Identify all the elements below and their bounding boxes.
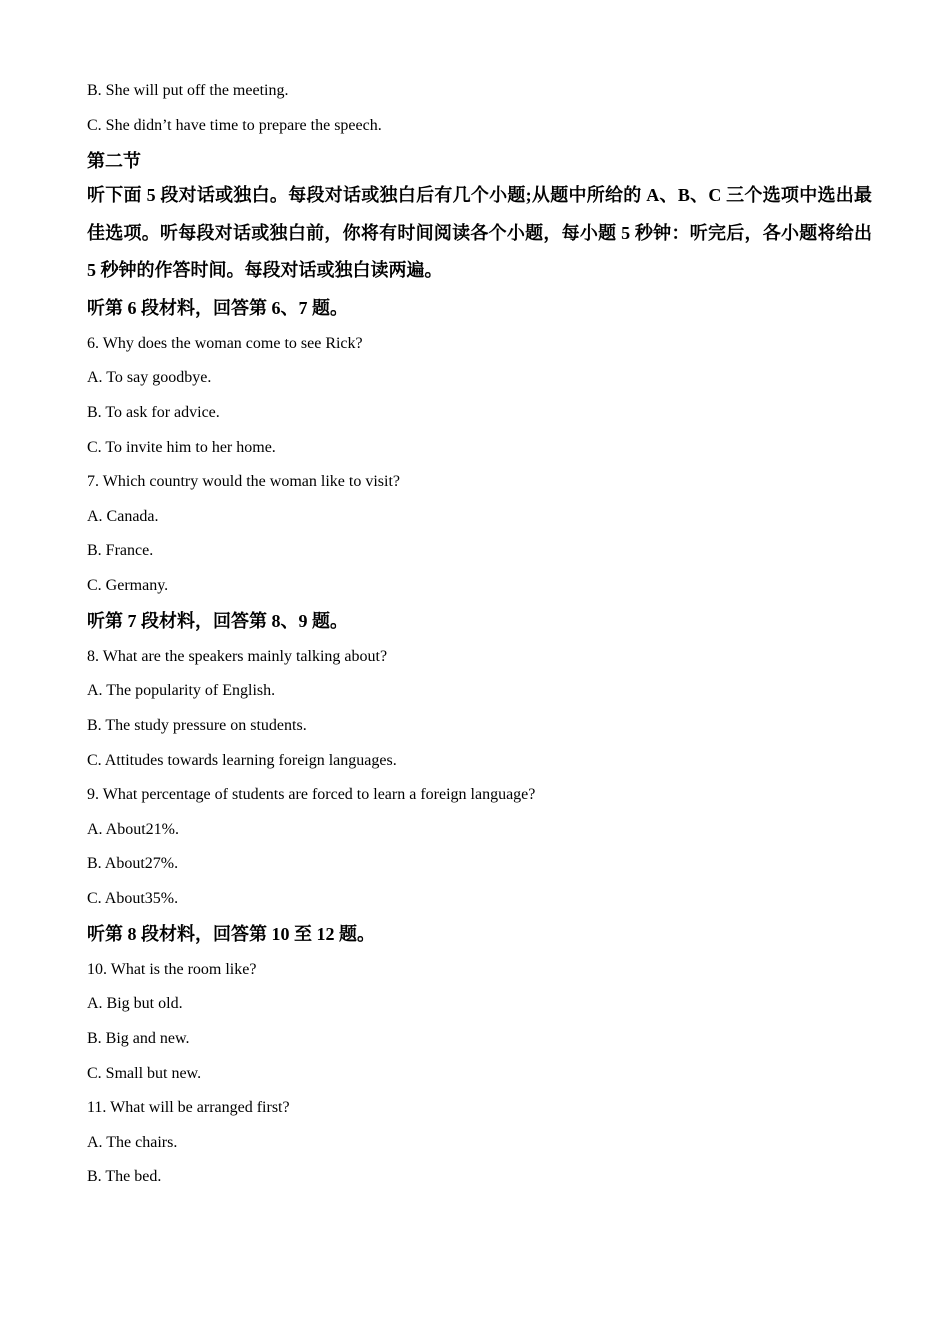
- question-line: 10. What is the room like?: [87, 961, 257, 978]
- option-line: A. About21%.: [87, 821, 179, 838]
- option-line: A. The chairs.: [87, 1134, 178, 1151]
- option-line: B. Big and new.: [87, 1030, 190, 1047]
- option-line: A. The popularity of English.: [87, 682, 276, 699]
- option-line: B. The study pressure on students.: [87, 717, 307, 734]
- option-line: C. Small but new.: [87, 1065, 202, 1082]
- part8-heading: 听第 8 段材料，回答第 10 至 12 题。: [87, 924, 375, 944]
- option-line: C. To invite him to her home.: [87, 439, 276, 456]
- option-c-line: C. She didn’t have time to prepare the speech.: [87, 117, 382, 134]
- question-line: 8. What are the speakers mainly talking about?: [87, 648, 388, 665]
- question-line: 9. What percentage of students are forced to learn a foreign language?: [87, 786, 536, 803]
- option-line: C. Germany.: [87, 577, 169, 594]
- part6-heading: 听第 6 段材料，回答第 6、7 题。: [87, 298, 348, 318]
- option-b-line: B. She will put off the meeting.: [87, 82, 289, 99]
- option-line: B. To ask for advice.: [87, 404, 220, 421]
- option-line: A. Big but old.: [87, 995, 183, 1012]
- part7-heading: 听第 7 段材料，回答第 8、9 题。: [87, 611, 348, 631]
- option-line: B. About27%.: [87, 855, 179, 872]
- option-line: C. About35%.: [87, 890, 179, 907]
- question-line: 11. What will be arranged first?: [87, 1099, 290, 1116]
- instructions-paragraph: 听下面 5 段对话或独白。每段对话或独白后有几个小题;从题中所给的 A、B、C 三个选项中选出最佳选项。听每段对话或独白前，你将有时间阅读各个小题，每小题 5 秒钟：听完后，各小题将给出 5 秒钟的作答时间。每段对话或独白读两遍。: [87, 185, 872, 280]
- option-line: C. Attitudes towards learning foreign languages.: [87, 752, 397, 769]
- question-line: 6. Why does the woman come to see Rick?: [87, 335, 363, 352]
- option-line: A. Canada.: [87, 508, 159, 525]
- section-title: 第二节: [87, 151, 141, 171]
- question-line: 7. Which country would the woman like to visit?: [87, 473, 400, 490]
- option-line: A. To say goodbye.: [87, 369, 212, 386]
- option-line: B. The bed.: [87, 1168, 162, 1185]
- option-line: B. France.: [87, 542, 154, 559]
